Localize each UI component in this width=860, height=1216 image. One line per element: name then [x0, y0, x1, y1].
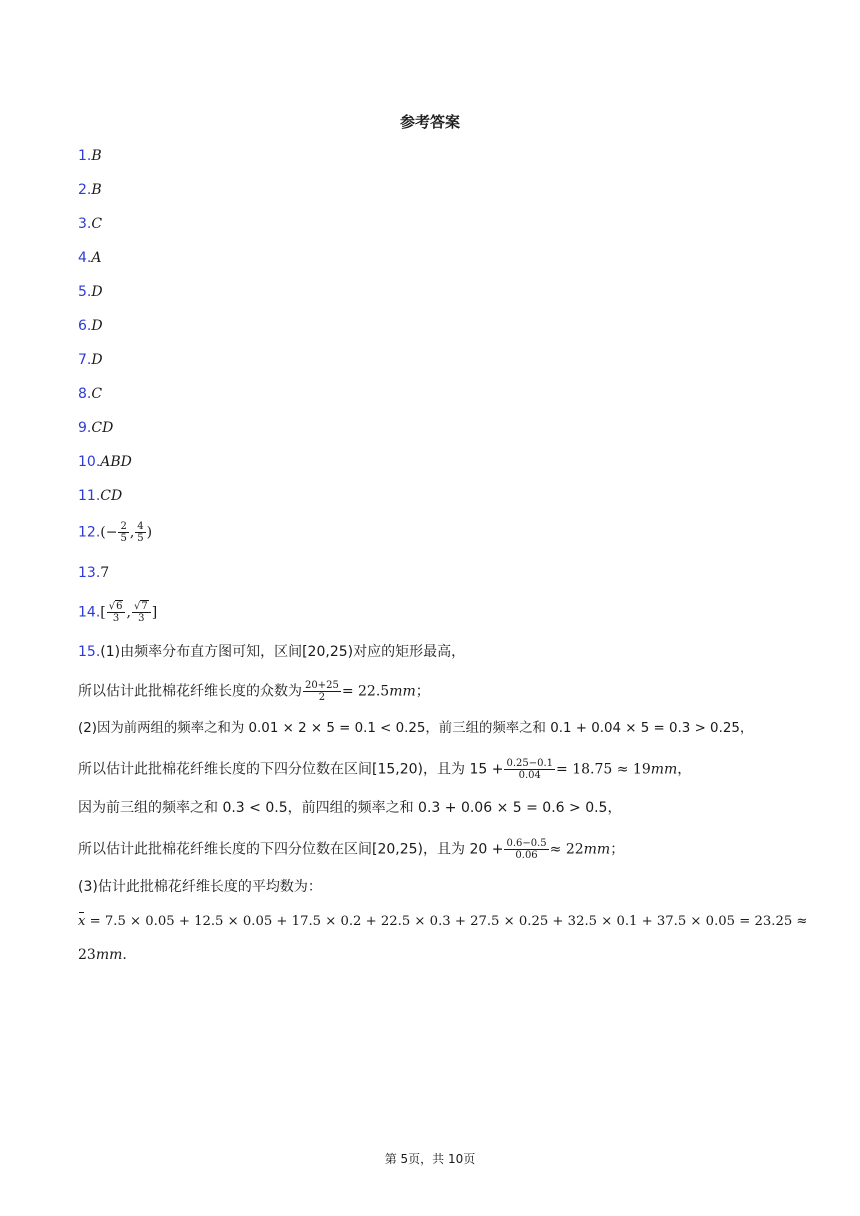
- answer-line: [78, 486, 122, 506]
- answer-line-12: [78, 521, 152, 544]
- solution-line: [78, 798, 621, 818]
- fraction: [504, 758, 555, 781]
- solution-text: (2)因为前两组的频率之和为 0.01 × 2 × 5 = 0.1 < 0.25，前三组的频率之和 0.1 + 0.04 × 5 = 0.3 > 0.25，: [78, 721, 754, 736]
- page-footer: 第 5页，共 10页: [384, 1152, 476, 1166]
- question-number: 3.: [78, 216, 92, 232]
- answer-line: [78, 316, 103, 336]
- answer-value: D: [91, 318, 103, 334]
- solution-line: [78, 877, 322, 897]
- close-bracket: ]: [151, 604, 158, 621]
- answer-value: CD: [100, 488, 123, 504]
- solution-line: [78, 945, 127, 965]
- answer-value: B: [91, 182, 102, 198]
- answer-line: [78, 146, 102, 166]
- sqrt-sign: √7: [133, 601, 148, 612]
- denominator: 3: [112, 613, 120, 624]
- answer-line: [78, 384, 102, 404]
- equation-text: = 7.5 × 0.05 + 12.5 × 0.05 + 17.5 × 0.2 + 22.5 × 0.3 + 27.5 × 0.25 + 32.5 × 0.1 + 37.5 × 0.05 = 23.25 ≈: [89, 914, 808, 929]
- solution-text: 所以估计此批棉花纤维长度的下四分位数在区间[20,25)，且为 20 +: [78, 841, 504, 858]
- denominator: 0.06: [515, 850, 538, 861]
- numerator: 2: [120, 521, 127, 532]
- close-paren: ): [146, 524, 153, 541]
- numerator: 4: [137, 521, 144, 532]
- question-number: 13.: [78, 565, 101, 581]
- punctuation: ，: [677, 761, 692, 778]
- answer-line: [78, 214, 102, 234]
- fraction: [118, 521, 128, 544]
- answer-line-13: [78, 563, 109, 583]
- answer-value: C: [91, 216, 103, 232]
- answer-line: [78, 282, 103, 302]
- fraction: [135, 521, 145, 544]
- answer-value: ABD: [100, 454, 132, 470]
- answer-value: C: [91, 386, 103, 402]
- denominator: 3: [138, 613, 145, 624]
- answer-line-14: [78, 601, 157, 624]
- fraction: [107, 601, 126, 624]
- unit: mm: [95, 947, 123, 963]
- question-number: 5.: [78, 284, 92, 300]
- question-number: 6.: [78, 318, 92, 334]
- numerator: 0.25−0.1: [506, 758, 554, 769]
- solution-line: [78, 912, 807, 932]
- answer-line: [78, 418, 113, 438]
- unit: mm: [650, 761, 678, 778]
- equation-text: = 18.75 ≈ 19: [556, 761, 651, 778]
- punctuation: .: [122, 947, 127, 963]
- question-number: 15.: [78, 644, 101, 660]
- denominator: 2: [318, 692, 326, 703]
- answer-line: [78, 180, 102, 200]
- answer-line: [78, 452, 132, 472]
- answer-value: 7: [100, 565, 110, 581]
- equation-text: ≈ 22: [549, 841, 584, 858]
- punctuation: ；: [610, 841, 625, 858]
- page-title: 参考答案: [399, 113, 460, 131]
- solution-line: [78, 758, 691, 781]
- denominator: 5: [120, 533, 127, 544]
- answer-value: D: [91, 352, 103, 368]
- equation-text: = 22.5: [341, 683, 390, 700]
- open-bracket: [: [100, 604, 106, 621]
- fraction: [504, 838, 548, 861]
- solution-text: 因为前三组的频率之和 0.3 < 0.5，前四组的频率之和 0.3 + 0.06 × 5 = 0.6 > 0.5，: [78, 800, 622, 816]
- question-number: 2.: [78, 182, 92, 198]
- question-number: 11.: [78, 488, 101, 504]
- solution-line: [78, 680, 430, 703]
- solution-line: [78, 642, 465, 662]
- answer-line: [78, 248, 101, 268]
- solution-text: (3)估计此批棉花纤维长度的平均数为：: [78, 879, 322, 895]
- question-number: 7.: [78, 352, 92, 368]
- question-number: 4.: [78, 250, 92, 266]
- question-number: 10.: [78, 454, 101, 470]
- numerator: 20+25: [305, 680, 339, 691]
- numerator: 0.6−0.5: [506, 838, 547, 849]
- punctuation: ；: [415, 683, 430, 700]
- separator: ,: [126, 604, 131, 621]
- question-number: 9.: [78, 420, 92, 436]
- fraction: [303, 680, 341, 703]
- answer-value: D: [91, 284, 103, 300]
- question-number: 1.: [78, 148, 92, 164]
- answer-value: A: [91, 250, 102, 266]
- radicand: 6: [116, 601, 123, 612]
- solution-text: 所以估计此批棉花纤维长度的下四分位数在区间[15,20)，且为 15 +: [78, 761, 504, 778]
- solution-text: (1)由频率分布直方图可知，区间[20,25)对应的矩形最高，: [100, 644, 466, 660]
- solution-text: 所以估计此批棉花纤维长度的众数为: [78, 683, 302, 700]
- unit: mm: [583, 841, 611, 858]
- equation-text: 23: [78, 947, 96, 963]
- denominator: 5: [137, 533, 144, 544]
- open-paren: (−: [100, 524, 118, 541]
- question-number: 14.: [78, 604, 101, 621]
- solution-line: [78, 719, 753, 739]
- answer-value: CD: [91, 420, 114, 436]
- radicand: 7: [141, 601, 148, 612]
- fraction: [132, 601, 151, 624]
- denominator: 0.04: [518, 770, 541, 781]
- question-number: 8.: [78, 386, 92, 402]
- unit: mm: [389, 683, 416, 700]
- mean-symbol: x: [78, 912, 85, 932]
- answer-line: [78, 350, 103, 370]
- separator: ,: [129, 524, 135, 541]
- sqrt-sign: √6: [108, 601, 123, 612]
- solution-line: [78, 838, 624, 861]
- question-number: 12.: [78, 524, 101, 541]
- answer-value: B: [91, 148, 102, 164]
